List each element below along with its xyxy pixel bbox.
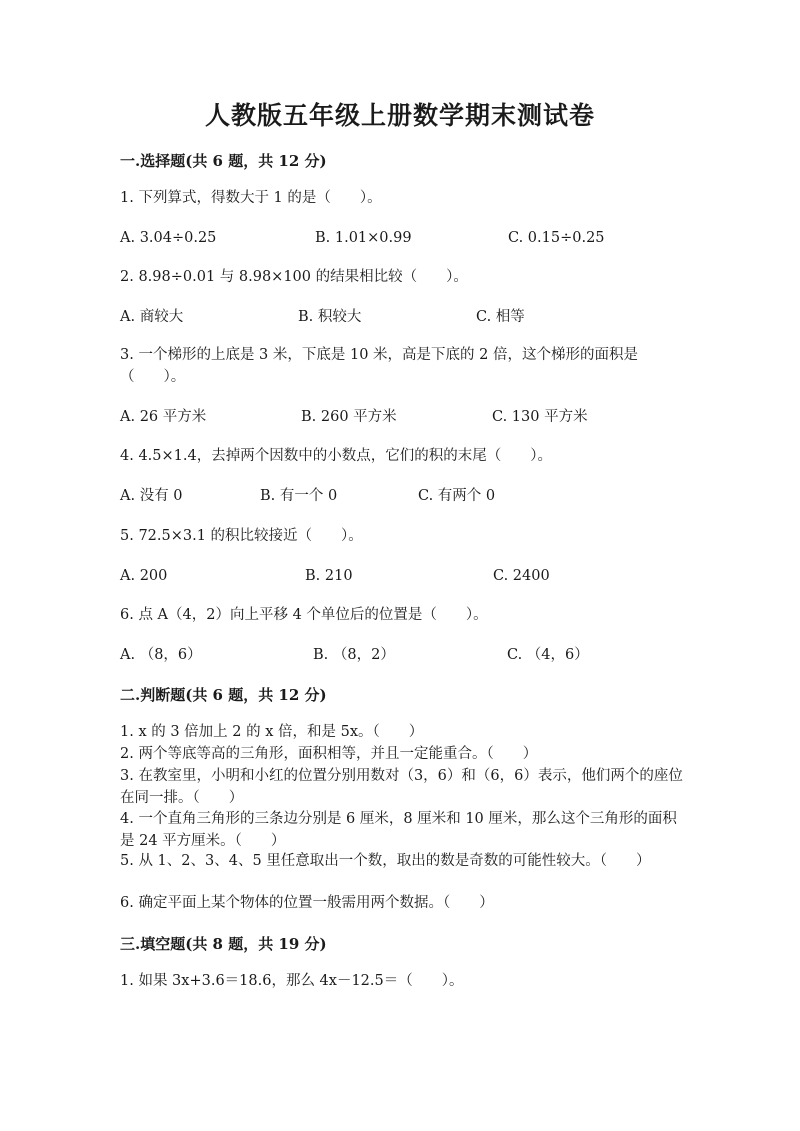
fill-question-1: 1. 如果 3x+3.6＝18.6，那么 4x－12.5＝（ ）。 (120, 973, 464, 989)
choice-q5-option-b: B. 210 (305, 568, 353, 584)
choice-question-2: 2. 8.98÷0.01 与 8.98×100 的结果相比较（ ）。 (120, 269, 468, 285)
choice-q1-option-a: A. 3.04÷0.25 (120, 230, 217, 246)
judge-item-4: 4. 一个直角三角形的三条边分别是 6 厘米，8 厘米和 10 厘米，那么这个三角形的面积是 24 平方厘米。（ ） (120, 811, 677, 849)
choice-q2-option-c: C. 相等 (476, 309, 525, 325)
choice-question-5: 5. 72.5×3.1 的积比较接近（ ）。 (120, 528, 363, 544)
judge-item-1: 1. x 的 3 倍加上 2 的 x 倍，和是 5x。（ ） (120, 724, 424, 740)
choice-question-1: 1. 下列算式，得数大于 1 的是（ ）。 (120, 190, 382, 206)
choice-question-3: 3. 一个梯形的上底是 3 米，下底是 10 米，高是下底的 2 倍，这个梯形的面积是（ ）。 (120, 347, 638, 385)
section-heading-choice: 一.选择题(共 6 题，共 12 分) (120, 152, 327, 170)
choice-q3-option-a: A. 26 平方米 (120, 409, 207, 425)
choice-q3-option-b: B. 260 平方米 (301, 409, 397, 425)
choice-q1-option-c: C. 0.15÷0.25 (508, 230, 605, 246)
choice-question-6: 6. 点 A（4，2）向上平移 4 个单位后的位置是（ ）。 (120, 607, 488, 623)
judge-item-3: 3. 在教室里，小明和小红的位置分别用数对（3，6）和（6，6）表示，他们两个的座位在同一排。（ ） (120, 768, 683, 806)
choice-q4-option-a: A. 没有 0 (120, 488, 183, 504)
choice-q3-option-c: C. 130 平方米 (492, 409, 588, 425)
choice-q2-option-a: A. 商较大 (120, 309, 184, 325)
choice-q4-option-b: B. 有一个 0 (260, 488, 338, 504)
choice-q6-option-a: A. （8，6） (120, 647, 202, 663)
choice-q5-option-a: A. 200 (120, 568, 168, 584)
section-heading-judge: 二.判断题(共 6 题，共 12 分) (120, 686, 327, 704)
choice-q1-option-b: B. 1.01×0.99 (315, 230, 412, 246)
choice-q4-option-c: C. 有两个 0 (418, 488, 496, 504)
choice-q2-option-b: B. 积较大 (298, 309, 362, 325)
exam-title: 人教版五年级上册数学期末测试卷 (204, 101, 595, 130)
judge-item-2: 2. 两个等底等高的三角形，面积相等，并且一定能重合。（ ） (120, 746, 538, 762)
judge-item-5: 5. 从 1、2、3、4、5 里任意取出一个数，取出的数是奇数的可能性较大。（ ） (120, 853, 651, 869)
judge-item-6: 6. 确定平面上某个物体的位置一般需用两个数据。（ ） (120, 895, 494, 911)
choice-q5-option-c: C. 2400 (493, 568, 550, 584)
choice-q6-option-b: B. （8，2） (313, 647, 395, 663)
choice-question-4: 4. 4.5×1.4，去掉两个因数中的小数点，它们的积的末尾（ ）。 (120, 448, 552, 464)
section-heading-fill: 三.填空题(共 8 题，共 19 分) (120, 935, 327, 953)
choice-q6-option-c: C. （4，6） (507, 647, 589, 663)
